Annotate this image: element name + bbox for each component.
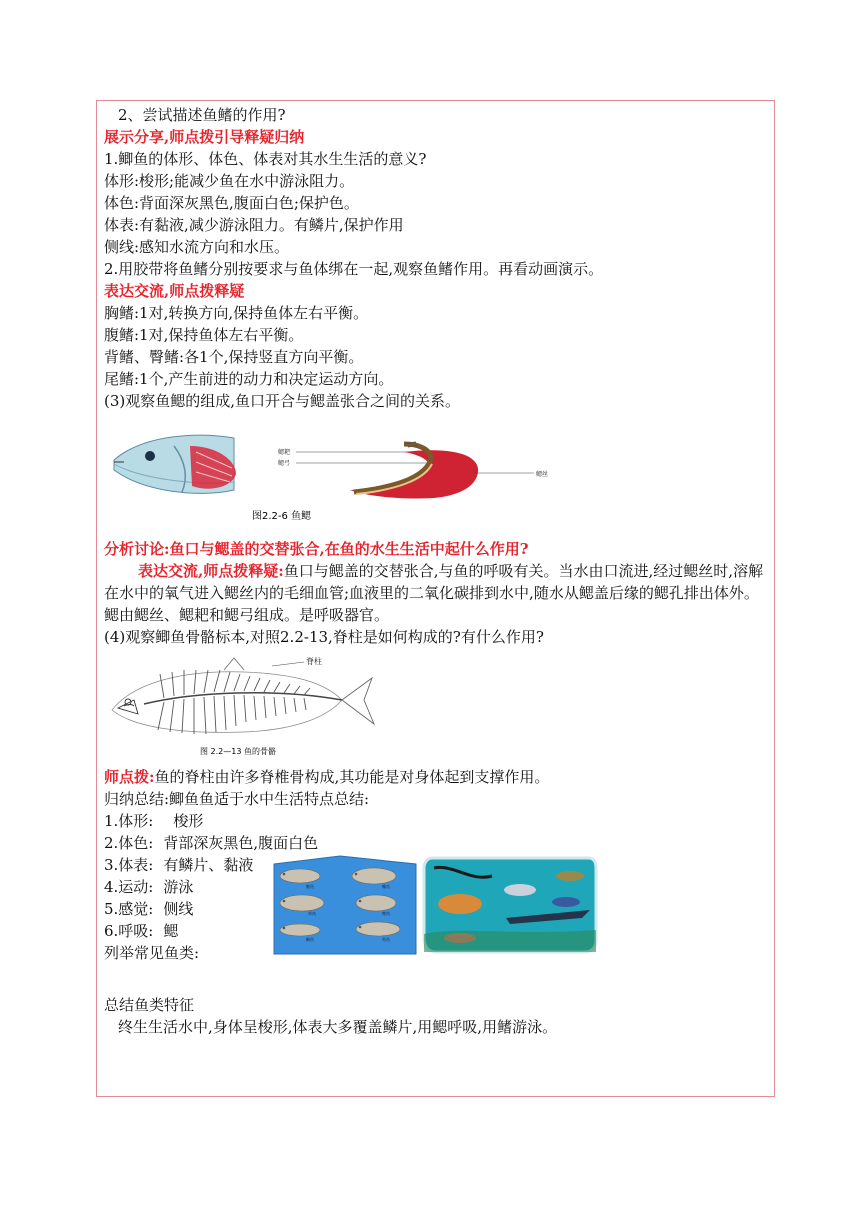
- body-surface: 体表:有黏液,减少游泳阻力。有鳞片,保护作用: [104, 216, 404, 234]
- question-3: (3)观察鱼鳃的组成,鱼口开合与鳃盖张合之间的关系。: [104, 392, 461, 410]
- features-title: 总结鱼类特征: [104, 996, 195, 1014]
- pectoral-fin: 胸鳍:1对,转换方向,保持鱼体左右平衡。: [104, 304, 369, 322]
- summary-item: 2.体色: 背部深灰黑色,腹面白色: [104, 834, 319, 852]
- pelvic-fin: 腹鳍:1对,保持鱼体左右平衡。: [104, 326, 304, 344]
- list-fish-label: 列举常见鱼类:: [104, 944, 200, 962]
- body-color: 体色:背面深灰黑色,腹面白色;保护色。: [104, 194, 359, 212]
- teacher-note-lead: 师点拨:: [104, 768, 155, 786]
- body-shape: 体形:梭形;能减少鱼在水中游泳阻力。: [104, 172, 355, 190]
- skeleton-illustration: [104, 648, 394, 760]
- fish-name-6: 带鱼: [382, 937, 390, 942]
- lateral-line: 侧线:感知水流方向和水压。: [104, 238, 290, 256]
- fish-name-4: 鲤鱼: [382, 911, 390, 916]
- common-fish-panels: [270, 854, 600, 956]
- dorsal-anal-fin: 背鳍、臀鳍:各1个,保持竖直方向平衡。: [104, 348, 364, 366]
- fish-head-image: [114, 435, 236, 493]
- fish-panel-left: [274, 856, 416, 954]
- discussion-answer-text: 鱼口与鳃盖的交替张合,与鱼的呼吸有关。当水由口流进,经过鳃丝时,溶解在水中的氧气进入鳃丝内的毛细血管;血液里的二氧化碳排到水中,随水从鳃盖后缘的鳃孔排出体外。鳃由鳃丝、鳃耙和鳃弓组成。是呼吸器官。: [104, 562, 764, 624]
- summary-item: 5.感觉: 侧线: [104, 900, 194, 918]
- summary-title: 归纳总结:鲫鱼鱼适于水中生活特点总结:: [104, 790, 370, 808]
- fish-skeleton-image: [112, 658, 374, 734]
- question-1: 1.鲫鱼的体形、体色、体表对其水生生活的意义?: [104, 150, 427, 168]
- fish-name-2: 鳙鱼: [382, 884, 390, 889]
- skeleton-figure: [104, 648, 770, 760]
- gill-caption: 图2.2-6 鱼鳃: [252, 511, 312, 522]
- summary-item: 6.呼吸: 鳃: [104, 922, 179, 940]
- question-2: 2、尝试描述鱼鳍的作用?: [118, 106, 286, 124]
- heading-share: 展示分享,师点拨引导释疑归纳: [104, 128, 305, 146]
- question-4: (4)观察鲫鱼骨骼标本,对照2.2-13,脊柱是如何构成的?有什么作用?: [104, 628, 544, 646]
- document-body: [104, 104, 770, 1038]
- discussion-answer-lead: 表达交流,师点拨释疑:: [138, 562, 284, 580]
- label-spine: 脊柱: [306, 657, 322, 666]
- teacher-note: [104, 766, 770, 788]
- label-gill-arch: 鳃弓: [278, 460, 291, 467]
- discussion-answer: [104, 560, 770, 626]
- discussion-question: 分析讨论:鱼口与鳃盖的交替张合,在鱼的水生生活中起什么作用?: [104, 540, 529, 558]
- gill-illustration: [104, 412, 574, 530]
- summary-item: 4.运动: 游泳: [104, 878, 194, 896]
- caudal-fin: 尾鳍:1个,产生前进的动力和决定运动方向。: [104, 370, 394, 388]
- fish-panel-right: [424, 858, 596, 952]
- summary-item: 1.体形: 梭形: [104, 812, 204, 830]
- summary-block: [104, 810, 770, 990]
- label-gill-rakers: 鳃耙: [278, 449, 291, 456]
- skeleton-caption: 图 2.2—13 鱼的骨骼: [200, 747, 276, 756]
- gill-arch-image: [350, 442, 478, 499]
- fish-name-1: 鲢鱼: [306, 884, 314, 889]
- heading-express-1: 表达交流,师点拨释疑: [104, 282, 245, 300]
- teacher-note-text: 鱼的脊柱由许多脊椎骨构成,其功能是对身体起到支撑作用。: [154, 768, 550, 786]
- fish-name-3: 草鱼: [308, 911, 316, 916]
- features-text: 终生生活水中,身体呈梭形,体表大多覆盖鳞片,用鳃呼吸,用鳍游泳。: [118, 1018, 558, 1036]
- summary-item: 3.体表: 有鳞片、黏液: [104, 856, 254, 874]
- label-gill-filaments: 鳃丝: [536, 471, 549, 478]
- experiment: 2.用胶带将鱼鳍分别按要求与鱼体绑在一起,观察鱼鳍作用。再看动画演示。: [104, 260, 604, 278]
- fish-name-5: 鲫鱼: [306, 937, 314, 942]
- gill-figure: [104, 412, 770, 530]
